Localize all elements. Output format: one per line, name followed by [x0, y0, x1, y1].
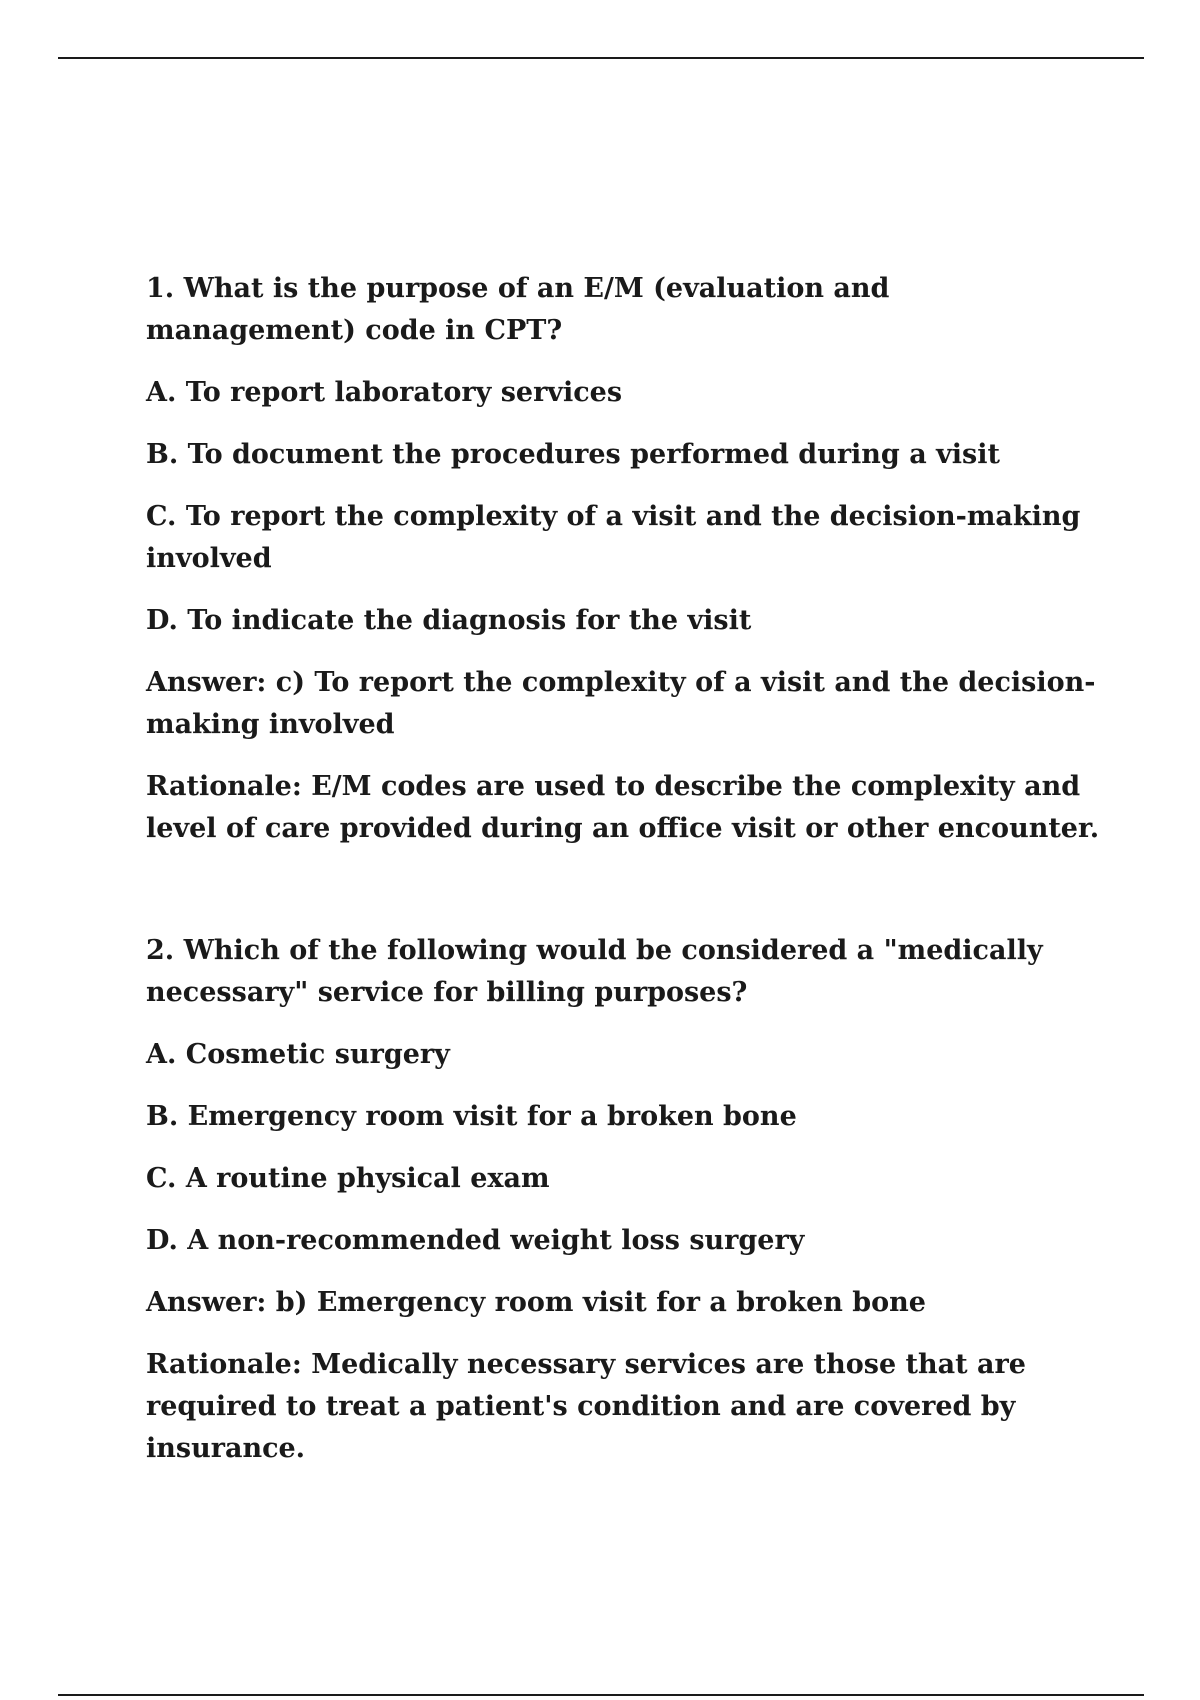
option-d: D. A non-recommended weight loss surgery — [146, 1225, 805, 1256]
option-c: C. A routine physical exam — [146, 1163, 550, 1194]
header-rule — [58, 57, 1144, 59]
question-block-1 — [146, 268, 1106, 850]
rationale-text: Rationale: E/M codes are used to describe the complexity and level of care provided during an office visit or other encounter. — [146, 771, 1100, 844]
option-c: C. To report the complexity of a visit and the decision-making involved — [146, 501, 1081, 574]
answer-text: Answer: b) Emergency room visit for a broken bone — [146, 1287, 926, 1318]
option-b: B. To document the procedures performed during a visit — [146, 439, 1000, 470]
rationale-text: Rationale: Medically necessary services are those that are required to treat a patient's condition and are covered by insurance. — [146, 1349, 1026, 1464]
option-b: B. Emergency room visit for a broken bone — [146, 1101, 797, 1132]
option-a: A. Cosmetic surgery — [146, 1039, 450, 1070]
question-block-2 — [146, 930, 1106, 1470]
document-body — [146, 268, 1106, 1470]
option-a: A. To report laboratory services — [146, 377, 623, 408]
footer-rule — [58, 1694, 1144, 1696]
answer-text: Answer: c) To report the complexity of a visit and the decision-making involved — [146, 667, 1096, 740]
question-text: 1. What is the purpose of an E/M (evaluation and management) code in CPT? — [146, 273, 890, 346]
option-d: D. To indicate the diagnosis for the visit — [146, 605, 752, 636]
question-text: 2. Which of the following would be considered a "medically necessary" service for billing purposes? — [146, 935, 1043, 1008]
